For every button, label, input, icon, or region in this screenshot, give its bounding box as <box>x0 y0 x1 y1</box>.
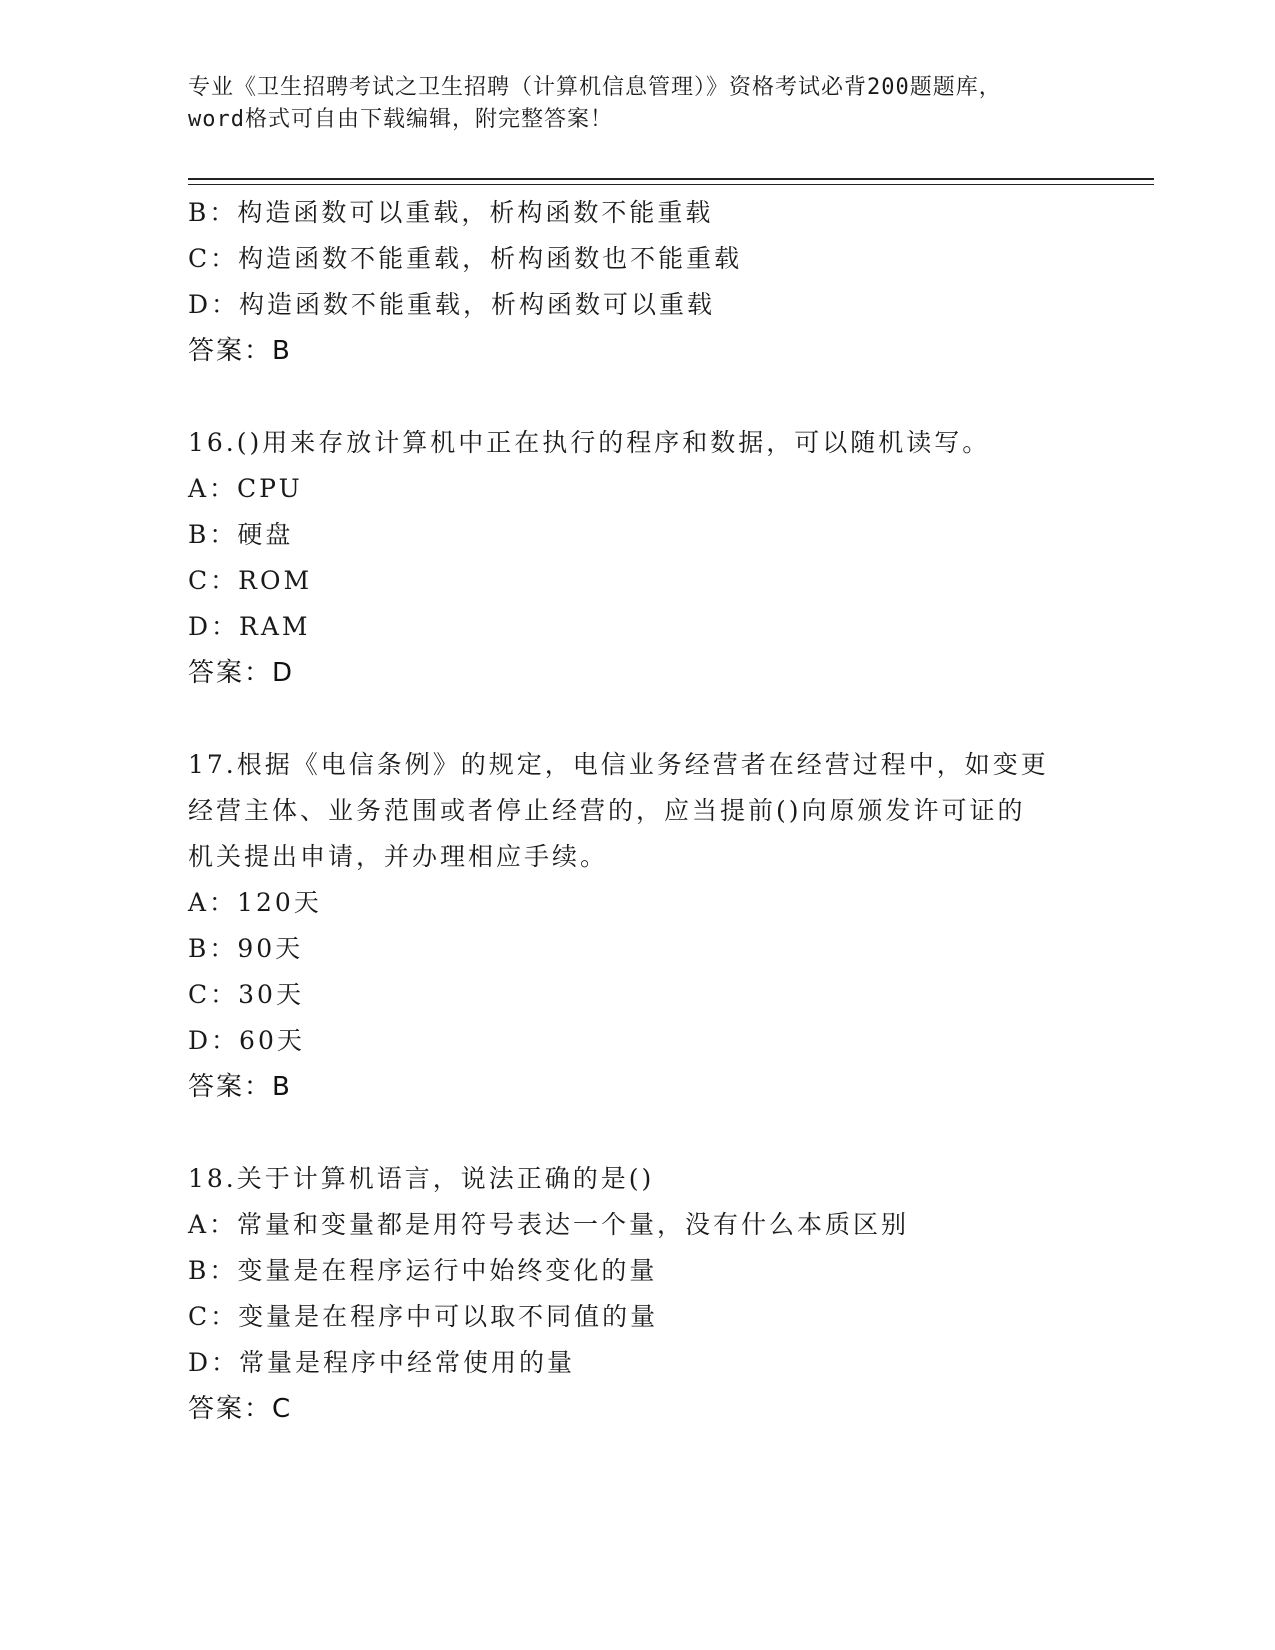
question-block <box>188 1156 1088 1432</box>
option-a: A：CPU <box>188 474 303 503</box>
question-text: 17.根据《电信条例》的规定，电信业务经营者在经营过程中，如变更 <box>188 750 1049 779</box>
header-line-2: word格式可自由下载编辑，附完整答案！ <box>188 107 613 132</box>
option-c: C：构造函数不能重载，析构函数也不能重载 <box>188 244 743 273</box>
question-text: 18.关于计算机语言，说法正确的是() <box>188 1164 655 1193</box>
option-c: C：变量是在程序中可以取不同值的量 <box>188 1302 659 1331</box>
header-line-1: 专业《卫生招聘考试之卫生招聘（计算机信息管理）》资格考试必背200题题库， <box>188 75 1002 100</box>
option-d: D：常量是程序中经常使用的量 <box>188 1348 576 1377</box>
answer-line: 答案：B <box>188 336 292 366</box>
answer-line: 答案：C <box>188 1394 293 1424</box>
option-d: D：RAM <box>188 612 311 641</box>
question-text: 16.()用来存放计算机中正在执行的程序和数据，可以随机读写。 <box>188 428 991 457</box>
answer-line: 答案：B <box>188 1072 292 1102</box>
question-block <box>188 742 1088 1110</box>
document-header <box>188 72 1088 136</box>
option-d: D：构造函数不能重载，析构函数可以重载 <box>188 290 716 319</box>
header-divider-thin <box>188 184 1154 185</box>
question-block <box>188 190 1088 374</box>
option-b: B：构造函数可以重载，析构函数不能重载 <box>188 198 714 227</box>
option-b: B：硬盘 <box>188 520 294 549</box>
question-block <box>188 420 1088 696</box>
option-c: C：ROM <box>188 566 313 595</box>
header-divider <box>188 178 1154 180</box>
answer-line: 答案：D <box>188 658 295 688</box>
question-text: 机关提出申请，并办理相应手续。 <box>188 842 609 871</box>
option-a: A：常量和变量都是用符号表达一个量，没有什么本质区别 <box>188 1210 910 1239</box>
option-b: B：变量是在程序运行中始终变化的量 <box>188 1256 658 1285</box>
question-list <box>188 190 1088 1432</box>
question-text: 经营主体、业务范围或者停止经营的，应当提前()向原颁发许可证的 <box>188 796 1026 825</box>
option-c: C：30天 <box>188 980 304 1009</box>
option-b: B：90天 <box>188 934 304 963</box>
option-a: A：120天 <box>188 888 322 917</box>
option-d: D：60天 <box>188 1026 305 1055</box>
